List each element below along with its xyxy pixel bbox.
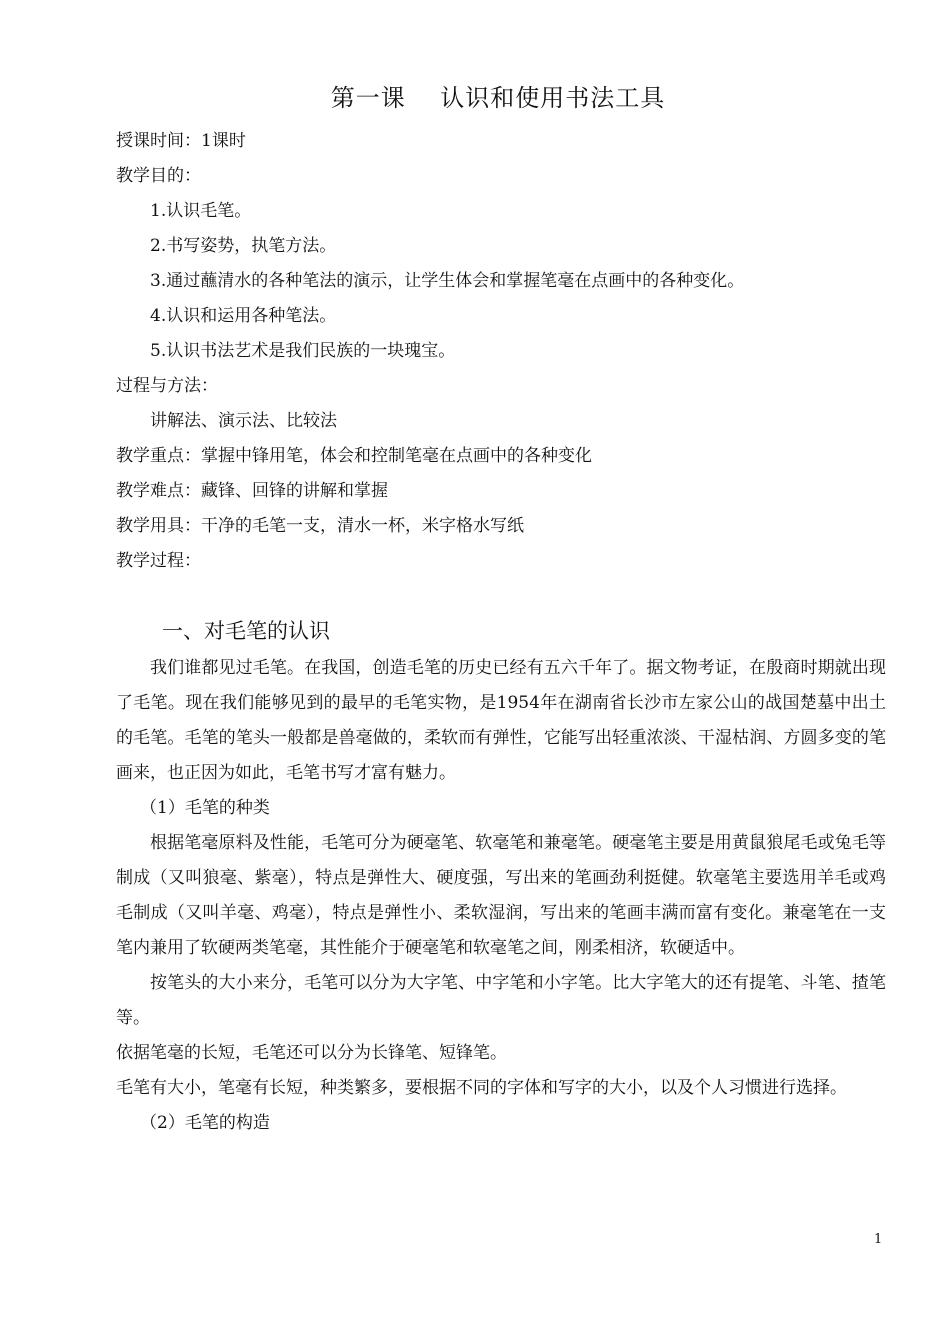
brush-types-paragraph: 根据笔毫原料及性能，毛笔可分为硬毫笔、软毫笔和兼毫笔。硬毫笔主要是用黄鼠狼尾毛或兔毛等制成（又叫狼毫、紫毫），特点是弹性大、硬度强，写出来的笔画劲利挺健。软毫笔主要选用羊毛或鸡毛制成（又叫羊毫、鸡毫），特点是弹性小、柔软湿润，写出来的笔画丰满而富有变化。兼毫笔在一支笔内兼用了软硬两类笔毫，其性能介于硬毫笔和软毫笔之间，刚柔相济，软硬适中。 <box>116 833 886 958</box>
goals-list <box>116 194 886 369</box>
goal-item: 2.书写姿势，执笔方法。 <box>150 236 337 256</box>
subsection-heading: （1）毛笔的种类 <box>140 798 270 818</box>
subsection-heading: （2）毛笔的构造 <box>140 1113 270 1133</box>
lesson-time: 授课时间：1课时 <box>116 131 246 151</box>
page-number: 1 <box>874 1232 883 1247</box>
key-points: 教学重点：掌握中锋用笔，体会和控制笔毫在点画中的各种变化 <box>116 446 592 466</box>
goal-item: 5.认识书法艺术是我们民族的一块瑰宝。 <box>150 341 456 361</box>
teaching-tools: 教学用具：干净的毛笔一支，清水一杯，米字格水写纸 <box>116 516 524 536</box>
document-body <box>116 124 886 1141</box>
difficult-points: 教学难点：藏锋、回锋的讲解和掌握 <box>116 481 388 501</box>
brush-choice-paragraph: 毛笔有大小，笔毫有长短，种类繁多，要根据不同的字体和写字的大小，以及个人习惯进行选择。 <box>116 1078 847 1098</box>
page-title: 第一课 认识和使用书法工具 <box>330 84 666 112</box>
goal-item: 1.认识毛笔。 <box>150 201 252 221</box>
process-label: 教学过程： <box>116 551 201 571</box>
goal-item: 3.通过蘸清水的各种笔法的演示，让学生体会和掌握笔毫在点画中的各种变化。 <box>150 271 745 291</box>
brush-size-paragraph: 按笔头的大小来分，毛笔可以分为大字笔、中字笔和小字笔。比大字笔大的还有提笔、斗笔、揸笔等。 <box>116 973 886 1028</box>
goal-item: 4.认识和运用各种笔法。 <box>150 306 337 326</box>
process-methods: 讲解法、演示法、比较法 <box>150 411 337 431</box>
goals-label: 教学目的： <box>116 166 201 186</box>
section-heading: 一、对毛笔的认识 <box>162 619 330 643</box>
process-method-label: 过程与方法： <box>116 376 218 396</box>
intro-paragraph: 我们谁都见过毛笔。在我国，创造毛笔的历史已经有五六千年了。据文物考证，在殷商时期就出现了毛笔。现在我们能够见到的最早的毛笔实物，是1954年在湖南省长沙市左家公山的战国楚墓中出土的毛笔。毛笔的笔头一般都是兽毫做的，柔软而有弹性，它能写出轻重浓淡、干湿枯润、方圆多变的笔画来，也正因为如此，毛笔书写才富有魅力。 <box>116 658 886 783</box>
brush-length-paragraph: 依据笔毫的长短，毛笔还可以分为长锋笔、短锋笔。 <box>116 1043 507 1063</box>
